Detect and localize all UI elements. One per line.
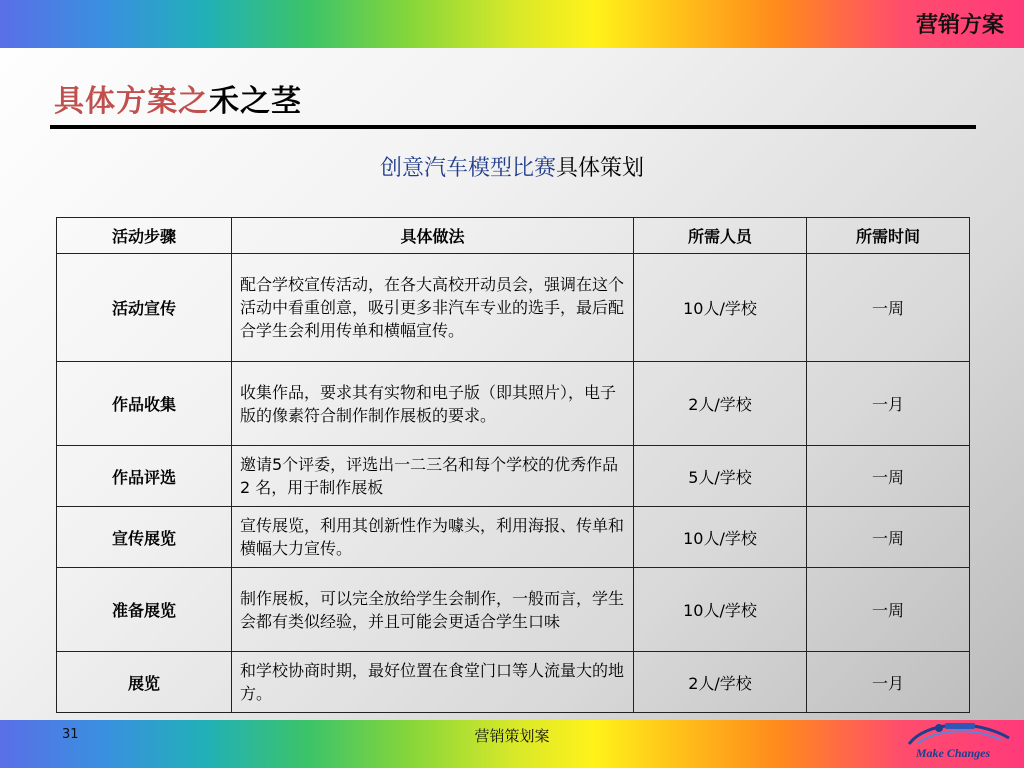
header-time: 所需时间	[807, 218, 970, 254]
method-cell: 和学校协商时期，最好位置在食堂门口等人流量大的地方。	[232, 652, 634, 713]
method-cell: 收集作品，要求其有实物和电子版（即其照片），电子版的像素符合制作制作展板的要求。	[232, 362, 634, 446]
header-step: 活动步骤	[57, 218, 232, 254]
time-cell: 一周	[807, 446, 970, 507]
header-people: 所需人员	[634, 218, 807, 254]
people-cell: 2人/学校	[634, 362, 807, 446]
method-cell: 邀请5个评委，评选出一二三名和每个学校的优秀作品2 名，用于制作展板	[232, 446, 634, 507]
table-row	[57, 507, 970, 568]
method-cell: 制作展板，可以完全放给学生会制作，一般而言，学生会都有类似经验，并且可能会更适合学生口味	[232, 568, 634, 652]
time-cell: 一周	[807, 254, 970, 362]
table-subtitle	[0, 151, 1024, 182]
time-cell: 一月	[807, 652, 970, 713]
subtitle-highlight: 创意汽车模型比赛	[379, 156, 556, 181]
people-cell: 5人/学校	[634, 446, 807, 507]
subtitle-rest: 具体策划	[556, 156, 645, 181]
step-cell: 作品收集	[57, 362, 232, 446]
step-cell: 准备展览	[57, 568, 232, 652]
top-color-bar	[0, 0, 1024, 48]
people-cell: 2人/学校	[634, 652, 807, 713]
time-cell: 一周	[807, 507, 970, 568]
footer-title: 营销策划案	[474, 727, 550, 745]
people-cell: 10人/学校	[634, 568, 807, 652]
page-title-accent: 具体方案之	[54, 84, 209, 119]
step-cell: 展览	[57, 652, 232, 713]
step-cell: 作品评选	[57, 446, 232, 507]
method-cell: 宣传展览，利用其创新性作为噱头，利用海报、传单和横幅大力宣传。	[232, 507, 634, 568]
table-row	[57, 652, 970, 713]
page-title-rest: 禾之茎	[209, 84, 302, 119]
table-row	[57, 568, 970, 652]
header-method: 具体做法	[232, 218, 634, 254]
table-header-row	[57, 218, 970, 254]
step-cell: 活动宣传	[57, 254, 232, 362]
logo-text: Make Changes	[915, 746, 991, 760]
step-cell: 宣传展览	[57, 507, 232, 568]
title-divider	[50, 125, 976, 129]
people-cell: 10人/学校	[634, 507, 807, 568]
table-row	[57, 446, 970, 507]
page-number: 31	[62, 727, 79, 742]
header-label: 营销方案	[915, 13, 1004, 38]
car-swoosh-icon	[905, 716, 1015, 750]
plan-table	[56, 217, 970, 713]
method-cell: 配合学校宣传活动，在各大高校开动员会，强调在这个活动中看重创意，吸引更多非汽车专业的选手，最后配合学生会利用传单和横幅宣传。	[232, 254, 634, 362]
time-cell: 一月	[807, 362, 970, 446]
time-cell: 一周	[807, 568, 970, 652]
table-row	[57, 254, 970, 362]
make-changes-logo	[905, 716, 1015, 766]
table-row	[57, 362, 970, 446]
page-title	[54, 76, 302, 120]
people-cell: 10人/学校	[634, 254, 807, 362]
